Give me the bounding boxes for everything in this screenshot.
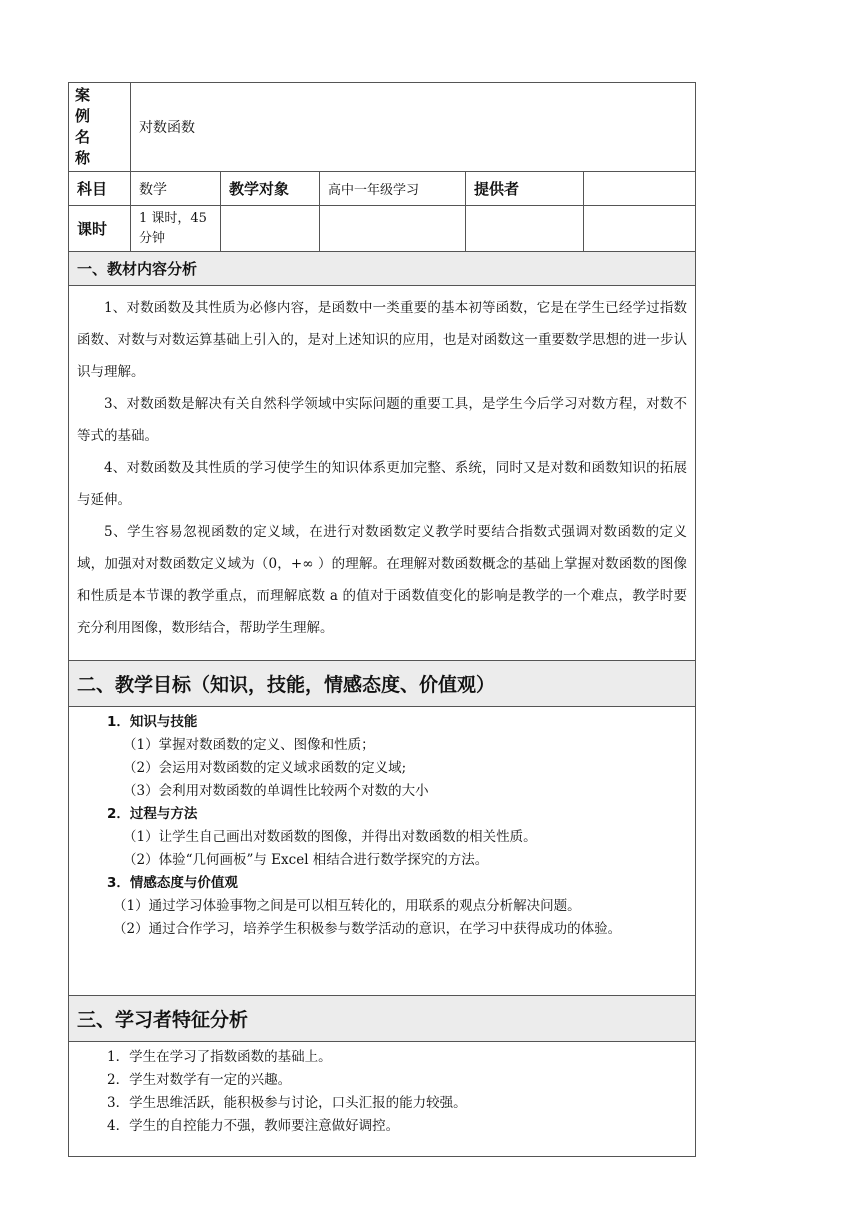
- section1-paragraph: 3、对数函数是解决有关自然科学领域中实际问题的重要工具，是学生今后学习对数方程，对数不等式的基础。: [77, 396, 688, 444]
- section3-body: [69, 1042, 696, 1157]
- empty-cell: [221, 206, 320, 252]
- objective-item: （1）通过学习体验事物之间是可以相互转化的，用联系的观点分析解决问题。: [113, 898, 581, 914]
- case-name-label: 案 例 名 称: [69, 83, 131, 172]
- audience-value: 高中一年级学习: [320, 172, 466, 206]
- hours-row: [69, 206, 696, 252]
- objective-group-heading: 3．情感态度与价值观: [107, 875, 238, 891]
- subject-label: 科目: [69, 172, 131, 206]
- subject-value: 数学: [131, 172, 221, 206]
- case-name-value: 对数函数: [131, 83, 696, 172]
- objective-group-heading: 1．知识与技能: [107, 714, 198, 730]
- objective-item: （1）让学生自己画出对数函数的图像，并得出对数函数的相关性质。: [123, 829, 537, 845]
- empty-cell: [320, 206, 466, 252]
- section3-body-row: [69, 1042, 696, 1157]
- provider-value: [584, 172, 696, 206]
- lesson-plan-document: [68, 82, 695, 1157]
- objective-item: （2）会运用对数函数的定义域求函数的定义域;: [123, 760, 407, 776]
- lesson-plan-table: [68, 82, 696, 1157]
- learner-item: 2．学生对数学有一定的兴趣。: [107, 1072, 292, 1088]
- section1-body-row: [69, 286, 696, 661]
- section1-heading-row: [69, 252, 696, 286]
- empty-cell: [584, 206, 696, 252]
- section3-heading-row: [69, 996, 696, 1042]
- hours-value: 1 课时，45 分钟: [131, 206, 221, 252]
- audience-label: 教学对象: [221, 172, 320, 206]
- objective-item: （3）会利用对数函数的单调性比较两个对数的大小: [123, 783, 429, 799]
- hours-label: 课时: [69, 206, 131, 252]
- section2-heading-row: [69, 661, 696, 707]
- section1-paragraph: 4、对数函数及其性质的学习使学生的知识体系更加完整、系统，同时又是对数和函数知识的拓展与延伸。: [77, 460, 688, 508]
- section1-body: [69, 286, 696, 661]
- empty-cell: [466, 206, 584, 252]
- case-name-row: [69, 83, 696, 172]
- section2-body: [69, 707, 696, 996]
- section3-title: 三、学习者特征分析: [69, 996, 696, 1042]
- section1-paragraph: 5、学生容易忽视函数的定义域，在进行对数函数定义教学时要结合指数式强调对数函数的定义域，加强对对数函数定义域为（0，+∞ ）的理解。在理解对数函数概念的基础上掌握对数函数的图像和性质是本节课的教学重点，而理解底数 a 的值对于函数值变化的影响是教学的一个难点，教学时要充分利用图像，数形结合，帮助学生理解。: [77, 524, 688, 636]
- section2-title: 二、教学目标（知识，技能，情感态度、价值观）: [69, 661, 696, 707]
- learner-item: 3．学生思维活跃，能积极参与讨论，口头汇报的能力较强。: [107, 1095, 467, 1111]
- section1-paragraph: 1、对数函数及其性质为必修内容，是函数中一类重要的基本初等函数，它是在学生已经学过指数函数、对数与对数运算基础上引入的，是对上述知识的应用，也是对函数这一重要数学思想的进一步认识与理解。: [77, 300, 688, 380]
- learner-item: 1．学生在学习了指数函数的基础上。: [107, 1049, 332, 1065]
- subject-row: [69, 172, 696, 206]
- objective-item: （2）通过合作学习，培养学生积极参与数学活动的意识，在学习中获得成功的体验。: [113, 921, 622, 937]
- objective-item: （2）体验“几何画板”与 Excel 相结合进行数学探究的方法。: [123, 852, 489, 868]
- provider-label: 提供者: [466, 172, 584, 206]
- section2-body-row: [69, 707, 696, 996]
- section1-title: 一、教材内容分析: [69, 252, 696, 286]
- learner-item: 4．学生的自控能力不强，教师要注意做好调控。: [107, 1118, 400, 1134]
- objective-item: （1）掌握对数函数的定义、图像和性质；: [123, 737, 375, 753]
- objective-group-heading: 2．过程与方法: [107, 806, 198, 822]
